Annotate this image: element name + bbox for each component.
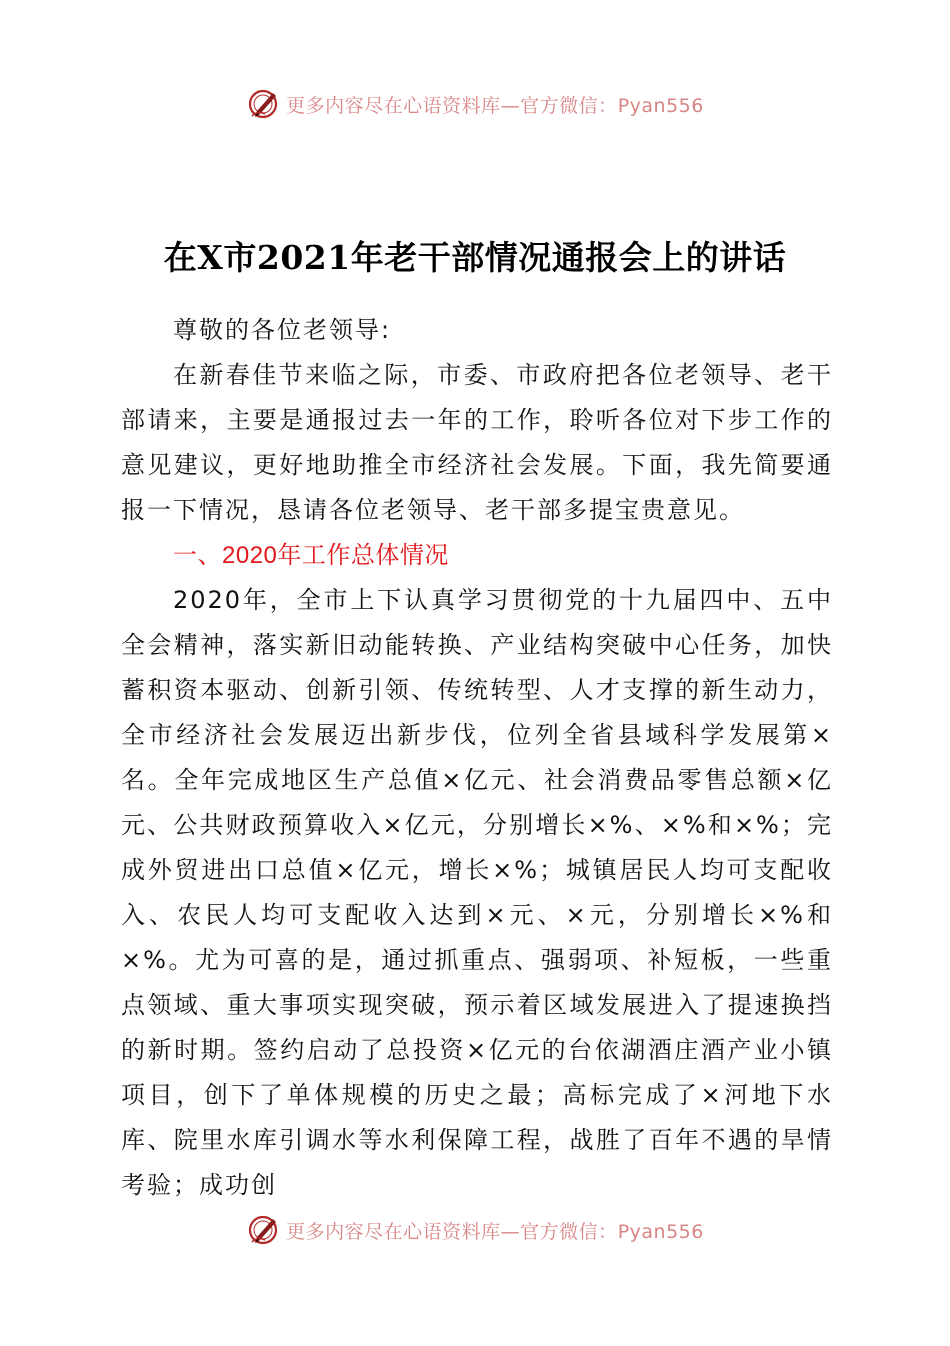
section-paragraph: 2020年，全市上下认真学习贯彻党的十九届四中、五中全会精神，落实新旧动能转换、产业结构突破中心任务，加快蓄积资本驱动、创新引领、传统转型、人才支撑的新生动力，全市经济社会发展迈出新步伐，位列全省县域科学发展第×名。全年完成地区生产总值×亿元、社会消费品零售总额×亿元、公共财政预算收入×亿元，分别增长×%、×%和×%；完成外贸进出口总值×亿元，增长×%；城镇居民人均可支配收入、农民人均可支配收入达到×元、×元，分别增长×%和×%。尤为可喜的是，通过抓重点、强弱项、补短板，一些重点领域、重大事项实现突破，预示着区域发展进入了提速换挡的新时期。签约启动了总投资×亿元的台依湖酒庄酒产业小镇项目，创下了单体规模的历史之最；高标完成了×河地下水库、院里水库引调水等水利保障工程，战胜了百年不遇的旱情考验；成功创: [121, 586, 833, 1199]
watermark-banner-top: [0, 84, 950, 124]
salutation: 尊敬的各位老领导:: [173, 316, 392, 344]
document-title: 在X市2021年老干部情况通报会上的讲话: [163, 238, 787, 277]
watermark-separator: —: [500, 1220, 521, 1243]
watermark-text: [286, 91, 704, 118]
watermark-main-text: 更多内容尽在心语资料库: [286, 94, 501, 117]
intro-paragraph: 在新春佳节来临之际，市委、市政府把各位老领导、老干部请来，主要是通报过去一年的工作，聆听各位对下步工作的意见建议，更好地助推全市经济社会发展。下面，我先简要通报一下情况，恳请各位老领导、老干部多提宝贵意见。: [121, 361, 833, 524]
pen-seal-icon: [246, 1212, 282, 1248]
watermark-main-text: 更多内容尽在心语资料库: [286, 1220, 501, 1243]
section-heading: 一、2020年工作总体情况: [173, 542, 449, 569]
watermark-official-label: 官方微信：: [520, 1220, 618, 1243]
document-body: [121, 308, 833, 1208]
watermark-separator: —: [500, 94, 521, 117]
watermark-official-label: 官方微信：: [520, 94, 618, 117]
watermark-wechat-id: Pyan556: [617, 94, 704, 117]
pen-seal-icon: [246, 86, 282, 122]
watermark-text: [286, 1217, 704, 1244]
watermark-banner-bottom: [0, 1210, 950, 1250]
watermark-wechat-id: Pyan556: [617, 1220, 704, 1243]
